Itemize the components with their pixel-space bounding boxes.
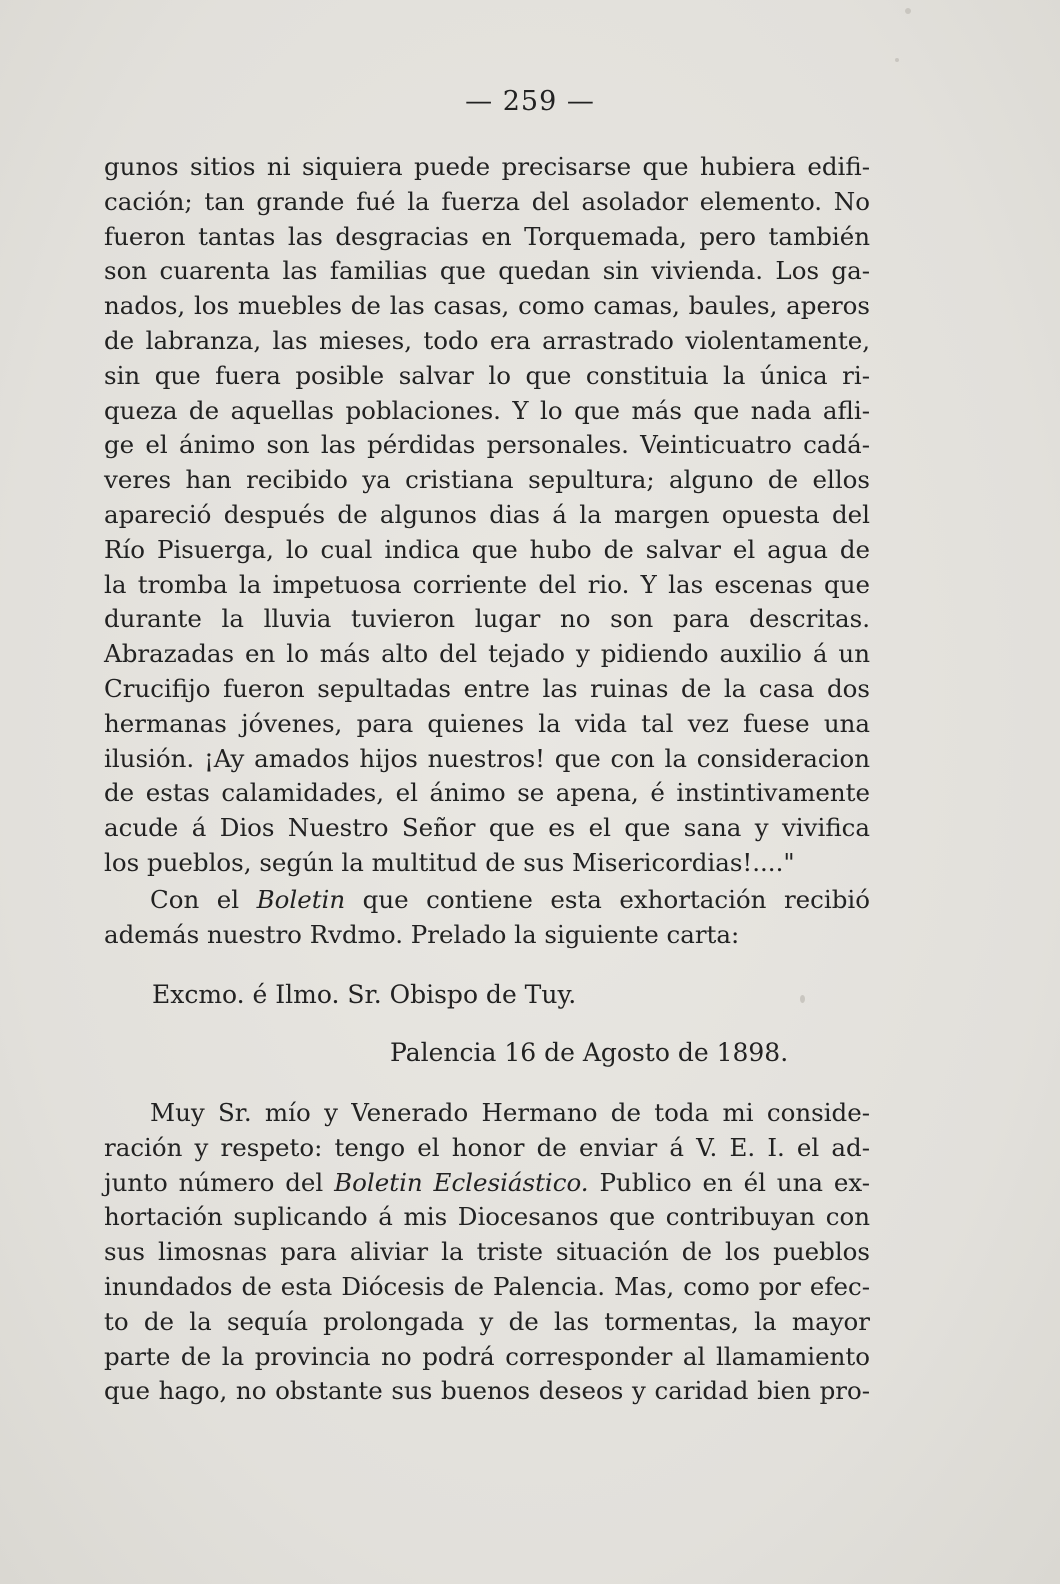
paragraph-1 bbox=[104, 150, 870, 881]
italic-title: Boletin Eclesiástico. bbox=[334, 1167, 589, 1197]
text-line: Muy Sr. mío y Venerado Hermano de toda mi conside- bbox=[150, 1098, 870, 1127]
text-line: durante la lluvia tuvieron lugar no son para descritas. bbox=[104, 604, 870, 634]
text-line: además nuestro Rvdmo. Prelado la siguiente carta: bbox=[104, 919, 740, 949]
text-line: gunos sitios ni siquiera puede precisarse que hubiera edifi- bbox=[104, 152, 870, 181]
text-line bbox=[104, 883, 870, 918]
text-line: to de la sequía prolongada y de las tormentas, la mayor bbox=[104, 1306, 870, 1336]
text-run: Con el bbox=[150, 885, 257, 914]
text-line: hermanas jóvenes, para quienes la vida tal vez fuese una bbox=[104, 708, 870, 738]
text-line: cación; tan grande fué la fuerza del asolador elemento. No bbox=[104, 186, 870, 216]
text-line: ilusión. ¡Ay amados hijos nuestros! que con la consideracion bbox=[104, 743, 870, 773]
text-line: acude á Dios Nuestro Señor que es el que sana y vivifica bbox=[104, 813, 870, 843]
text-line: que hago, no obstante sus buenos deseos y caridad bien pro- bbox=[104, 1376, 870, 1406]
salutation: Excmo. é Ilmo. Sr. Obispo de Tuy. bbox=[152, 980, 577, 1009]
text-line: Crucifijo fueron sepultadas entre las ruinas de la casa dos bbox=[104, 673, 870, 703]
paper-speck bbox=[895, 58, 899, 62]
text-line: ración y respeto: tengo el honor de enviar á V. E. I. el ad- bbox=[104, 1132, 870, 1162]
text-line: los pueblos, según la multitud de sus Misericordias!...." bbox=[104, 847, 795, 877]
paragraph-2 bbox=[104, 883, 870, 953]
paper-speck bbox=[905, 8, 911, 14]
text-line: de estas calamidades, el ánimo se apena, é instintivamente bbox=[104, 778, 870, 808]
text-line: inundados de esta Diócesis de Palencia. Mas, como por efec- bbox=[104, 1271, 870, 1301]
paragraph-3 bbox=[104, 1096, 870, 1409]
text-run: Publico en él una ex- bbox=[588, 1167, 870, 1197]
text-line: Río Pisuerga, lo cual indica que hubo de salvar el agua de bbox=[104, 534, 870, 564]
text-line: sus limosnas para aliviar la triste situación de los pueblos bbox=[104, 1237, 870, 1267]
text-line: veres han recibido ya cristiana sepultura; alguno de ellos bbox=[104, 465, 870, 495]
page-number: — 259 — bbox=[465, 86, 595, 117]
text-run: junto número del bbox=[104, 1167, 335, 1197]
text-line: fueron tantas las desgracias en Torquemada, pero también bbox=[104, 221, 870, 251]
text-line: ge el ánimo son las pérdidas personales. Veinticuatro cadá- bbox=[104, 430, 870, 460]
text-line: sin que fuera posible salvar lo que constituia la única ri- bbox=[104, 360, 870, 390]
text-line: nados, los muebles de las casas, como camas, baules, aperos bbox=[104, 291, 870, 321]
text-line: la tromba la impetuosa corriente del rio. Y las escenas que bbox=[104, 569, 870, 599]
text-line: Abrazadas en lo más alto del tejado y pidiendo auxilio á un bbox=[104, 639, 870, 669]
text-line: hortación suplicando á mis Diocesanos que contribuyan con bbox=[104, 1202, 870, 1232]
text-line: parte de la provincia no podrá corresponder al llamamiento bbox=[104, 1341, 870, 1371]
text-line: de labranza, las mieses, todo era arrastrado violentamente, bbox=[104, 325, 870, 355]
text-line bbox=[104, 1166, 870, 1201]
paper-speck bbox=[800, 995, 805, 1003]
text-run: que contiene esta exhortación recibió bbox=[345, 885, 870, 914]
text-line: son cuarenta las familias que quedan sin vivienda. Los ga- bbox=[104, 256, 870, 286]
italic-title: Boletin bbox=[256, 885, 346, 914]
dateline: Palencia 16 de Agosto de 1898. bbox=[390, 1038, 789, 1067]
text-line: apareció después de algunos dias á la margen opuesta del bbox=[104, 499, 870, 529]
text-line: queza de aquellas poblaciones. Y lo que más que nada afli- bbox=[104, 395, 870, 425]
